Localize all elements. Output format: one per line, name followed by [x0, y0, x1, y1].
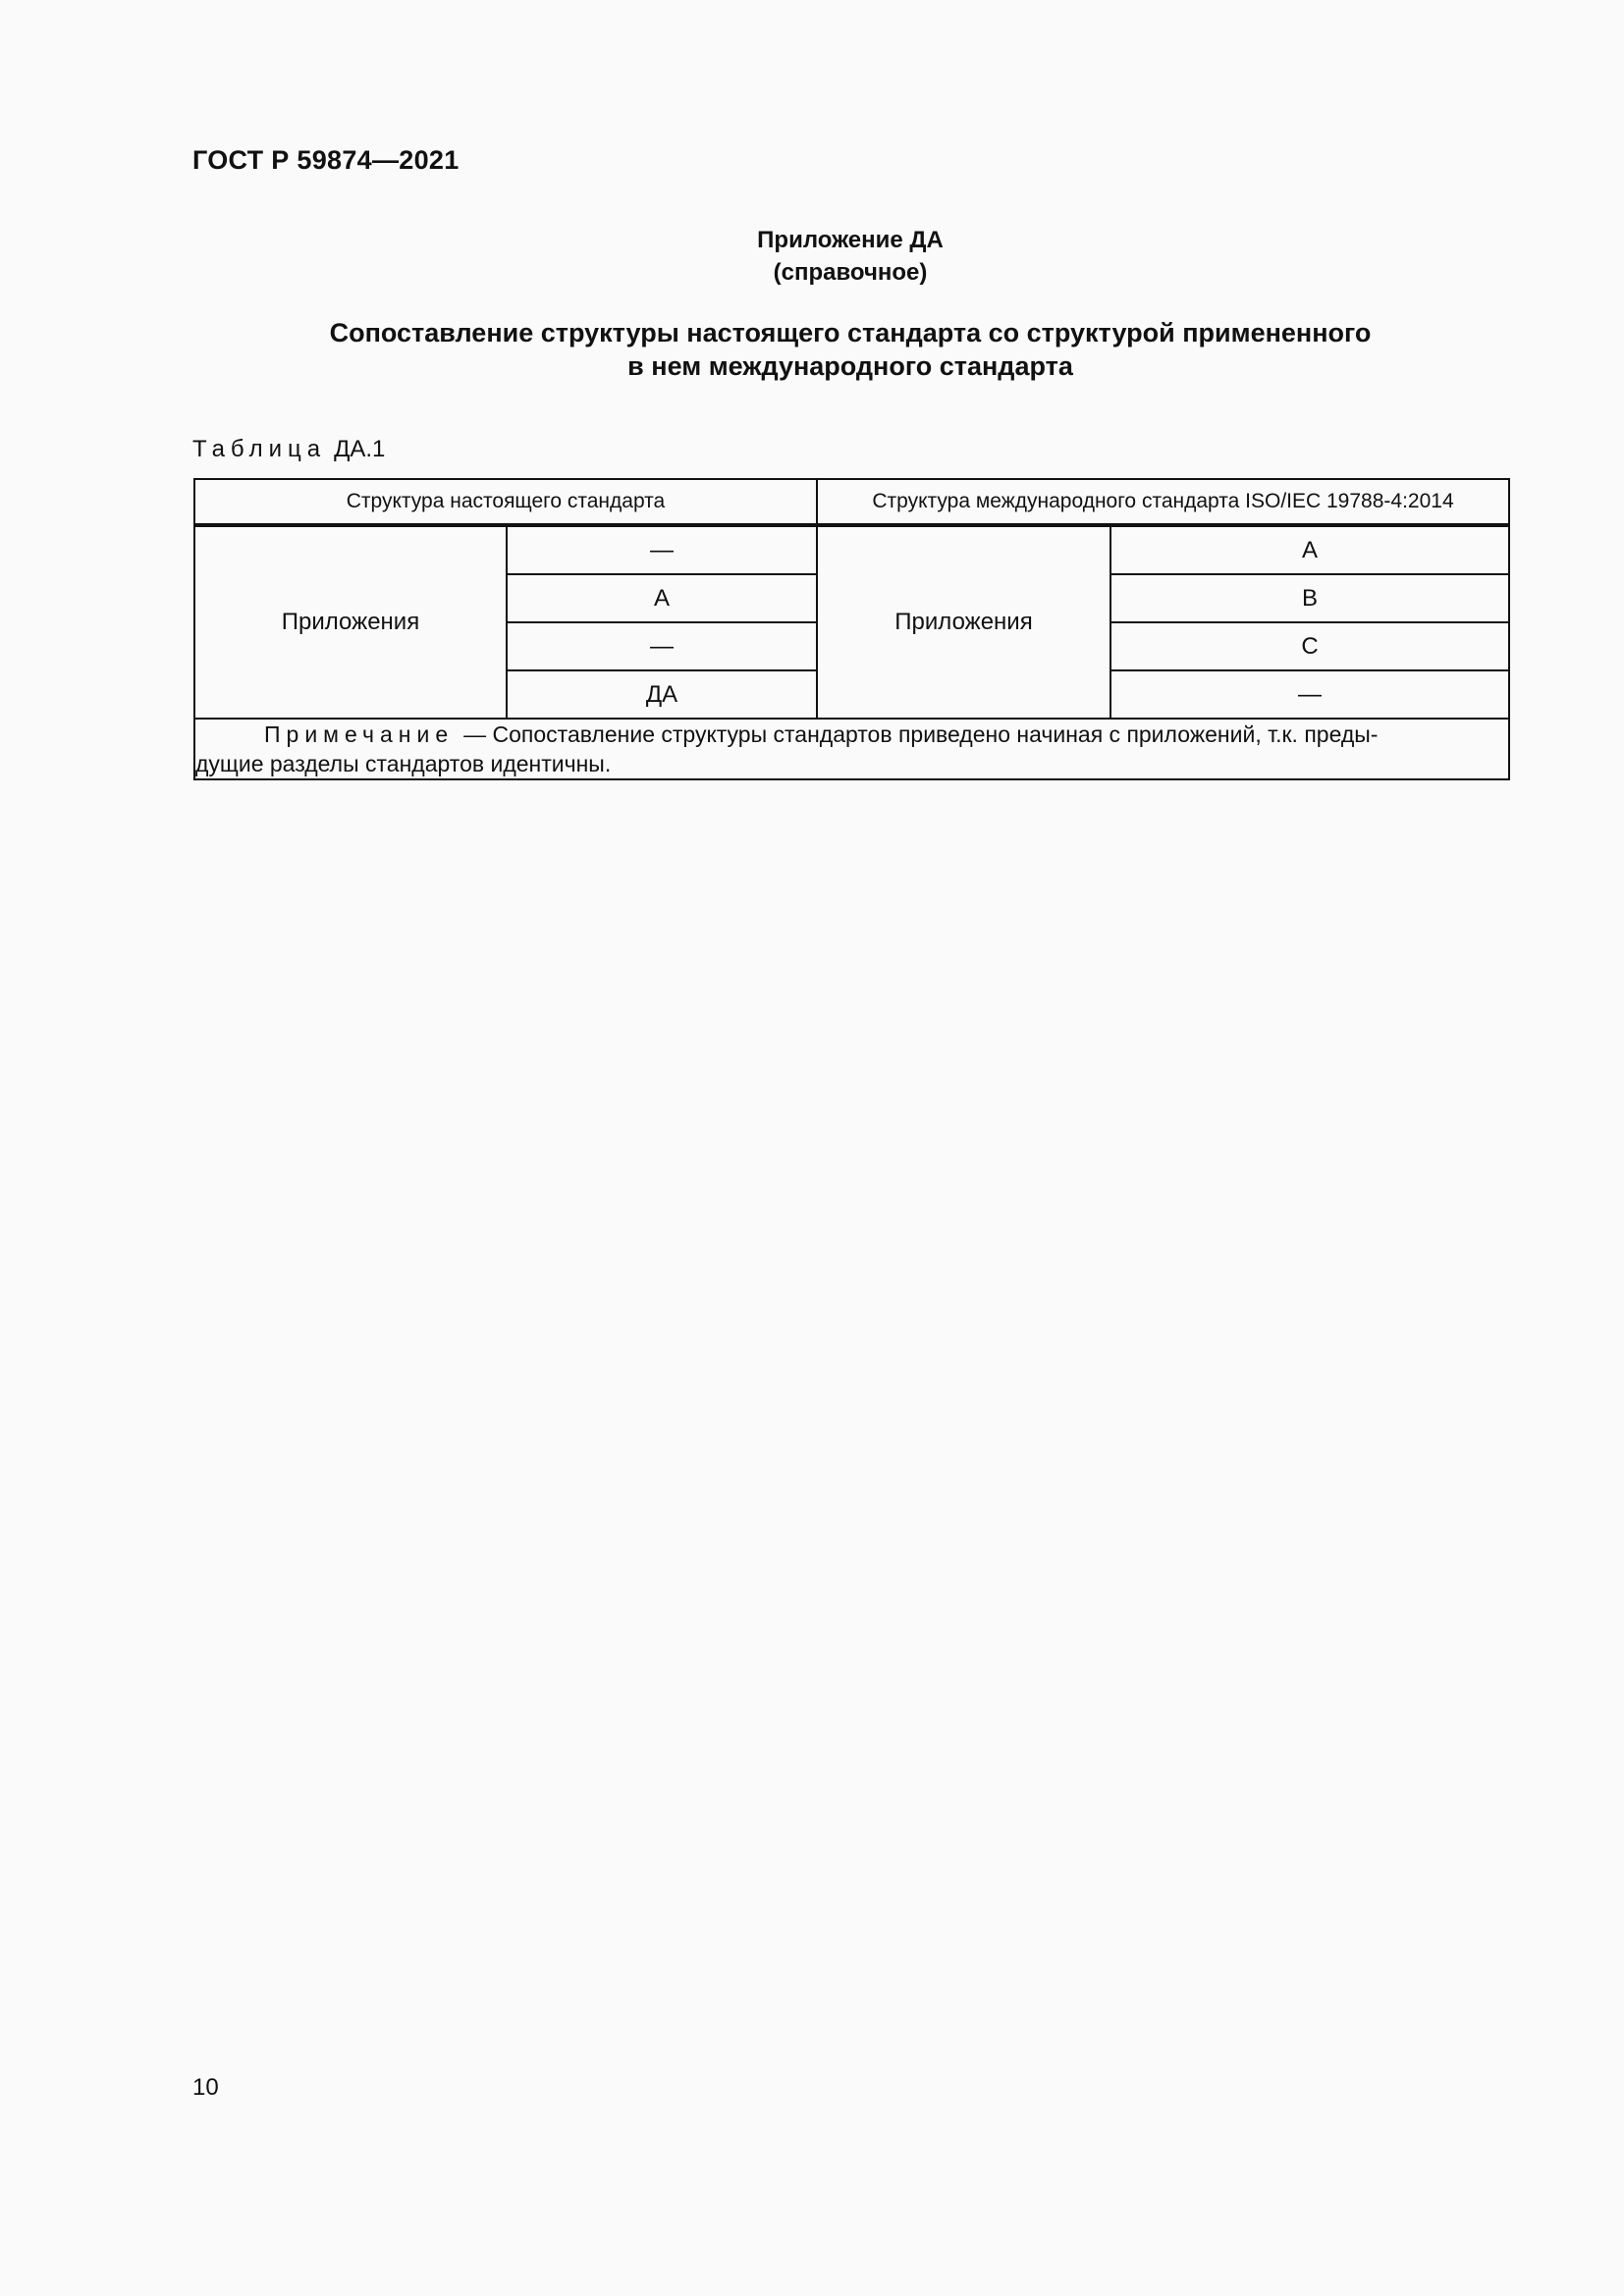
left-group-label: Приложения — [194, 526, 507, 719]
appendix-title: Приложение ДА — [757, 227, 944, 253]
section-heading — [192, 316, 1508, 383]
right-item: — — [1110, 670, 1509, 719]
left-item: А — [507, 574, 817, 622]
table-header-row — [194, 479, 1509, 524]
left-item: ДА — [507, 670, 817, 719]
appendix-heading — [192, 224, 1508, 289]
right-item: A — [1110, 526, 1509, 574]
header-national-structure: Структура настоящего стандарта — [194, 479, 817, 524]
comparison-table — [193, 478, 1510, 780]
left-item: — — [507, 622, 817, 670]
right-group-label: Приложения — [817, 526, 1110, 719]
table-row — [194, 526, 1509, 574]
right-item: C — [1110, 622, 1509, 670]
note-text: — Сопоставление структуры стандартов приведено начиная с приложений, т.к. преды- — [463, 721, 1379, 747]
page-number: 10 — [192, 2074, 219, 2101]
table-note-row — [194, 719, 1509, 779]
table-caption-word: Таблица — [192, 436, 327, 462]
table-caption-number: ДА.1 — [334, 436, 386, 462]
left-item: — — [507, 526, 817, 574]
heading-line-1: Сопоставление структуры настоящего стандарта со структурой примененного — [329, 318, 1372, 347]
heading-line-2: в нем международного стандарта — [627, 351, 1073, 381]
note-text-continued: дущие разделы стандартов идентичны. — [195, 751, 612, 776]
header-international-structure: Структура международного стандарта ISO/IEC 19788-4:2014 — [817, 479, 1509, 524]
right-item: B — [1110, 574, 1509, 622]
table-caption — [192, 436, 385, 463]
note-word: Примечание — [264, 721, 455, 747]
table-note — [194, 719, 1509, 779]
standard-code: ГОСТ Р 59874—2021 — [192, 145, 460, 175]
appendix-type: (справочное) — [773, 259, 928, 286]
